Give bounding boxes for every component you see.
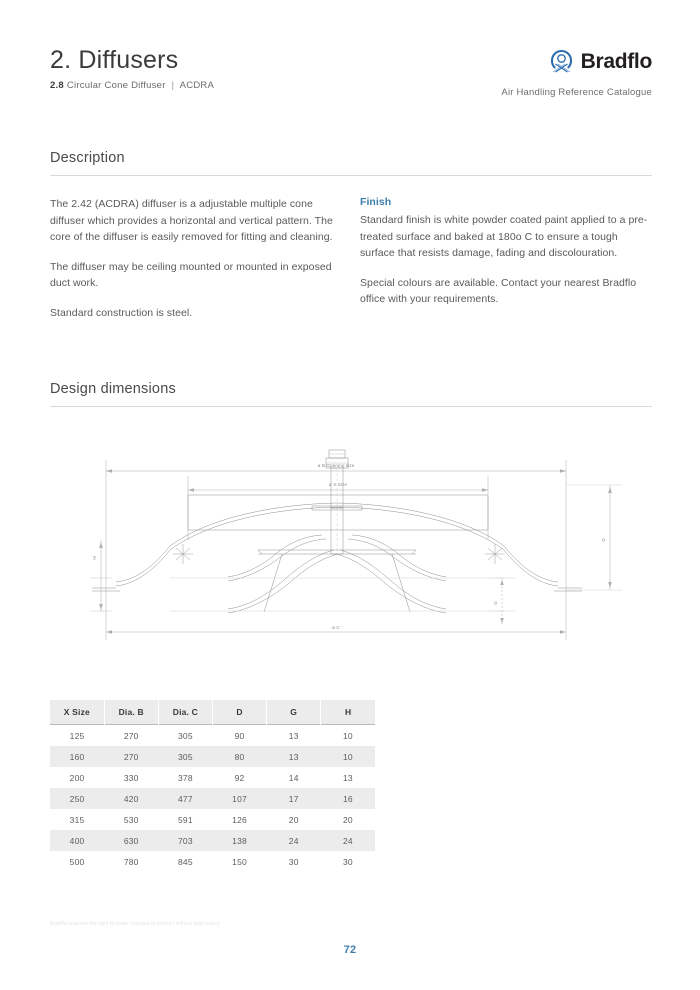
cell-g: 20 <box>288 814 299 825</box>
cell-dia-b: 780 <box>123 856 139 867</box>
cell-x-size: 315 <box>69 814 85 825</box>
section-number: 2.8 <box>50 80 64 91</box>
cell-dia-c: 378 <box>177 772 193 783</box>
table-row <box>50 725 375 747</box>
cell-h: 10 <box>342 730 353 741</box>
finish-paragraph: Standard finish is white powder coated paint applied to a pre-treated surface and baked at 180o C to ensure a tough surface that resists damage, fading and discolouration. <box>360 214 648 259</box>
table-row <box>50 809 375 830</box>
description-heading: Description <box>50 150 125 166</box>
cell-h: 20 <box>342 814 353 825</box>
brand-block <box>501 48 652 98</box>
cell-dia-b: 630 <box>123 835 139 846</box>
table-row <box>50 851 375 872</box>
technical-drawing <box>50 440 652 665</box>
cell-d: 150 <box>232 856 247 867</box>
cell-x-size: 125 <box>69 730 85 741</box>
column-header-dia-c: Dia. C <box>158 700 212 725</box>
footer-disclaimer: Bradflo reserves the right to make changes to product without prior notice <box>50 921 220 927</box>
cell-d: 107 <box>232 793 247 804</box>
finish-heading: Finish <box>360 196 392 208</box>
dimensions-table <box>50 700 375 872</box>
cell-g: 30 <box>288 856 299 867</box>
description-columns <box>50 196 652 321</box>
cell-d: 138 <box>232 835 247 846</box>
description-paragraph: Standard construction is steel. <box>50 306 193 319</box>
column-header-dia-b: Dia. B <box>104 700 158 725</box>
cell-dia-b: 270 <box>123 730 139 741</box>
column-header-g: G <box>267 700 321 725</box>
description-divider <box>50 175 652 176</box>
table-row <box>50 767 375 788</box>
brand-tagline: Air Handling Reference Catalogue <box>501 87 652 98</box>
cell-h: 10 <box>342 751 353 762</box>
cell-dia-c: 845 <box>177 856 193 867</box>
column-header-x-size: X Size <box>50 700 104 725</box>
design-dimensions-divider <box>50 406 652 407</box>
design-dimensions-heading: Design dimensions <box>50 381 176 397</box>
title-block <box>50 48 214 91</box>
cell-h: 30 <box>342 856 353 867</box>
cell-dia-c: 703 <box>177 835 193 846</box>
cell-dia-c: 477 <box>177 793 193 804</box>
brand-row <box>501 48 652 74</box>
cell-x-size: 160 <box>69 751 85 762</box>
cell-dia-b: 420 <box>123 793 139 804</box>
table-row <box>50 788 375 809</box>
bradflo-logo-icon <box>549 49 574 74</box>
design-dimensions-section-header <box>50 381 652 407</box>
cell-g: 17 <box>288 793 299 804</box>
cell-d: 126 <box>232 814 247 825</box>
cell-d: 80 <box>234 751 245 762</box>
page-header <box>50 48 652 106</box>
page-title: 2. Diffusers <box>50 46 179 74</box>
page-number: 72 <box>343 944 357 956</box>
description-section-header <box>50 150 652 176</box>
label-depth-d: D <box>601 538 606 542</box>
cell-g: 13 <box>288 751 299 762</box>
finish-column <box>360 196 652 321</box>
cell-dia-c: 591 <box>177 814 193 825</box>
cell-dia-b: 530 <box>123 814 139 825</box>
cell-x-size: 250 <box>69 793 85 804</box>
brand-name: Bradflo <box>580 49 652 73</box>
description-paragraph: The 2.42 (ACDRA) diffuser is a adjustable multiple cone diffuser which provides a horizontal and vertical pattern. The core of the diffuser is easily removed for fitting and cleaning. <box>50 198 333 243</box>
dimensions-table-wrapper <box>50 700 375 872</box>
cell-x-size: 200 <box>69 772 85 783</box>
product-code: ACDRA <box>179 80 215 91</box>
cell-d: 90 <box>234 730 245 741</box>
finish-paragraph: Special colours are available. Contact your nearest Bradflo office with your requirements. <box>360 276 637 305</box>
table-row <box>50 830 375 851</box>
label-opening-size: ø B Opening size <box>317 463 355 468</box>
description-left-column <box>50 196 342 321</box>
cell-x-size: 400 <box>69 835 85 846</box>
cell-x-size: 500 <box>69 856 85 867</box>
label-x-size: ø X Size <box>328 482 348 487</box>
section-name: Circular Cone Diffuser <box>66 80 166 91</box>
cell-h: 16 <box>342 793 353 804</box>
label-height-h: H <box>92 556 97 560</box>
table-header-row <box>50 700 375 725</box>
cell-g: 13 <box>288 730 299 741</box>
cell-dia-c: 305 <box>177 730 193 741</box>
cell-dia-b: 330 <box>123 772 139 783</box>
column-header-h: H <box>321 700 375 725</box>
cell-d: 92 <box>234 772 245 783</box>
cell-h: 13 <box>342 772 353 783</box>
subtitle-separator: | <box>171 80 175 91</box>
table-row <box>50 746 375 767</box>
description-paragraph: The diffuser may be ceiling mounted or mounted in exposed duct work. <box>50 260 332 289</box>
cell-h: 24 <box>342 835 353 846</box>
cell-dia-c: 305 <box>177 751 193 762</box>
page-subtitle <box>50 80 214 91</box>
label-dia-c: ø C <box>332 625 340 630</box>
cell-g: 24 <box>288 835 299 846</box>
cell-g: 14 <box>288 772 299 783</box>
column-header-d: D <box>212 700 266 725</box>
label-gap-g: G <box>493 601 498 605</box>
cell-dia-b: 270 <box>123 751 139 762</box>
